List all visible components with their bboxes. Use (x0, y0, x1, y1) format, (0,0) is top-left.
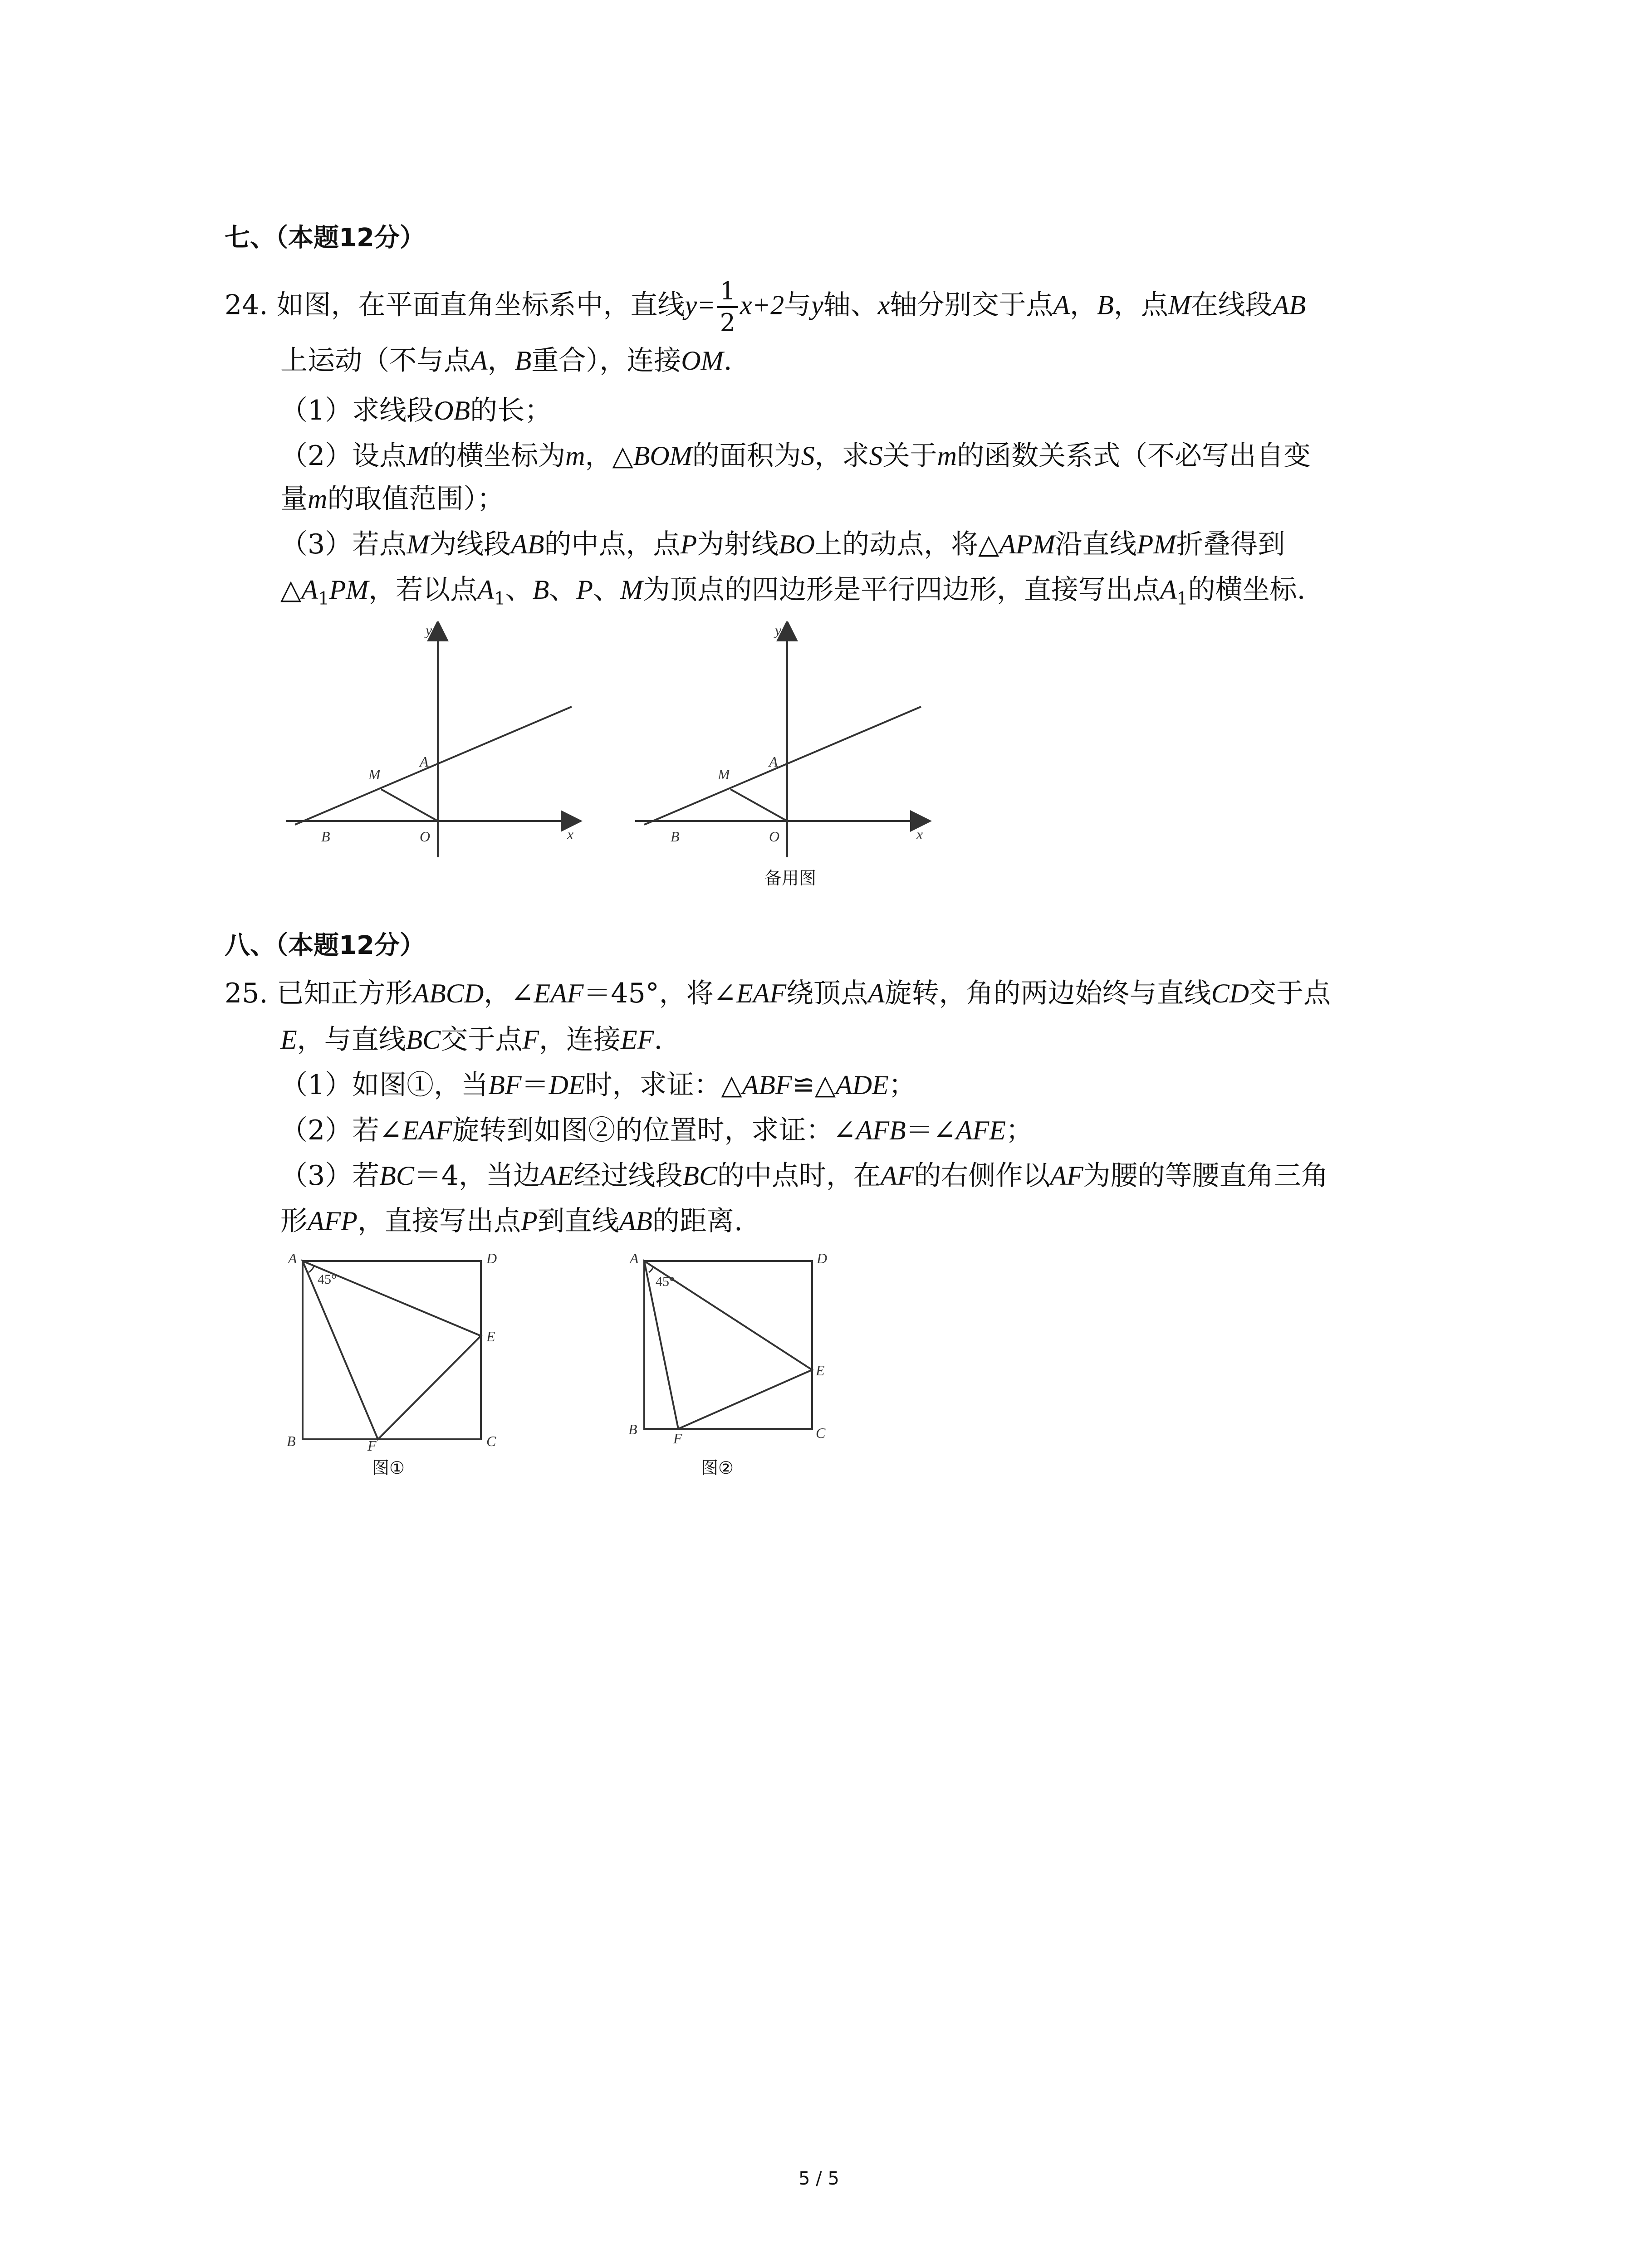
q25-figure-2 (626, 1247, 853, 1452)
svg-text:x: x (916, 826, 923, 842)
svg-text:E: E (486, 1328, 495, 1344)
q24-line-1: 24. 如图，在平面直角坐标系中，直线y= $\frac{1}{2}$ x+2与y轴、x轴分别交于点A，B，点M在线段AB (225, 277, 1306, 337)
svg-text:A: A (630, 1250, 639, 1266)
segment-om (381, 789, 438, 821)
angle-arc (649, 1267, 653, 1272)
q24-line-2: 上运动（不与点A，B重合），连接OM. (280, 345, 732, 376)
svg-text:M: M (718, 766, 730, 782)
q24-part-3: （3）若点M为线段AB的中点，点P为射线BO上的动点，将△APM沿直线PM折叠得到 (280, 528, 1285, 560)
q25-line-1: 25. 已知正方形ABCD，∠EAF＝45°，将∠EAF绕顶点A旋转，角的两边始终与直线CD交于点 (225, 978, 1331, 1009)
svg-text:A: A (769, 753, 778, 770)
svg-text:x: x (567, 826, 574, 842)
q25-figure-1 (281, 1247, 517, 1452)
svg-text:A: A (288, 1250, 297, 1266)
line-y-half-x-plus-2 (295, 707, 572, 825)
svg-text:A: A (420, 753, 429, 770)
svg-text:C: C (816, 1425, 826, 1441)
figure-1-caption: 图① (372, 1458, 405, 1478)
q24-figure-backup (631, 621, 948, 857)
q25-part-1: （1）如图①，当BF＝DE时，求证：△ABF≌△ADE； (280, 1069, 916, 1101)
q25-part-2: （2）若∠EAF旋转到如图②的位置时，求证：∠AFB＝∠AFE； (280, 1114, 1033, 1146)
svg-text:O: O (420, 828, 431, 845)
svg-text:y: y (426, 622, 432, 638)
svg-text:D: D (817, 1250, 828, 1266)
svg-text:B: B (287, 1433, 296, 1449)
q24-part-2: （2）设点M的横坐标为m，△BOM的面积为S，求S关于m的函数关系式（不必写出自变 (280, 440, 1311, 472)
svg-text:B: B (671, 828, 680, 845)
line-y-half-x-plus-2 (644, 707, 921, 825)
svg-text:B: B (321, 828, 330, 845)
page-number: 5 / 5 (798, 2168, 839, 2189)
segment-om (730, 789, 787, 821)
section-heading-8: 八、（本题12分） (225, 931, 425, 960)
section-heading-7: 七、（本题12分） (225, 223, 425, 253)
q25-part-3-line-2: 形AFP，直接写出点P到直线AB的距离. (280, 1205, 743, 1237)
svg-text:O: O (769, 828, 780, 845)
svg-text:y: y (775, 622, 782, 638)
q24-part-1: （1）求线段OB的长； (280, 395, 552, 426)
q24-part-3-line-2: $\triangle A_1PM$，若以点$A_1$、B、P、M为顶点的四边形是平行四边形，直接写出点$A_1$的横坐标. (280, 574, 1306, 609)
figure-2-caption: 图② (701, 1458, 734, 1478)
q25-part-3: （3）若BC＝4，当边AE经过线段BC的中点时，在AF的右侧作以AF为腰的等腰直角三角 (280, 1160, 1328, 1192)
q24-figure-1 (281, 621, 599, 857)
svg-text:C: C (486, 1433, 496, 1449)
svg-text:B: B (628, 1421, 637, 1437)
svg-text:45°: 45° (318, 1272, 337, 1287)
question-number: 24. (225, 289, 268, 321)
angle-arc (309, 1266, 314, 1272)
triangle-aef (303, 1261, 481, 1439)
q25-line-2: E，与直线BC交于点F，连接EF. (280, 1024, 663, 1056)
q24-part-2-line-2: 量m的取值范围）； (280, 483, 505, 515)
backup-figure-caption: 备用图 (764, 868, 817, 888)
svg-text:E: E (816, 1362, 825, 1378)
square-abcd (303, 1261, 481, 1439)
svg-text:45°: 45° (656, 1274, 675, 1289)
svg-text:F: F (673, 1430, 682, 1447)
fraction-one-half: $\frac{1}{2}$ (717, 279, 738, 335)
svg-text:M: M (368, 766, 381, 782)
question-number: 25. (225, 978, 268, 1009)
svg-text:D: D (486, 1250, 497, 1266)
svg-text:F: F (367, 1437, 377, 1452)
